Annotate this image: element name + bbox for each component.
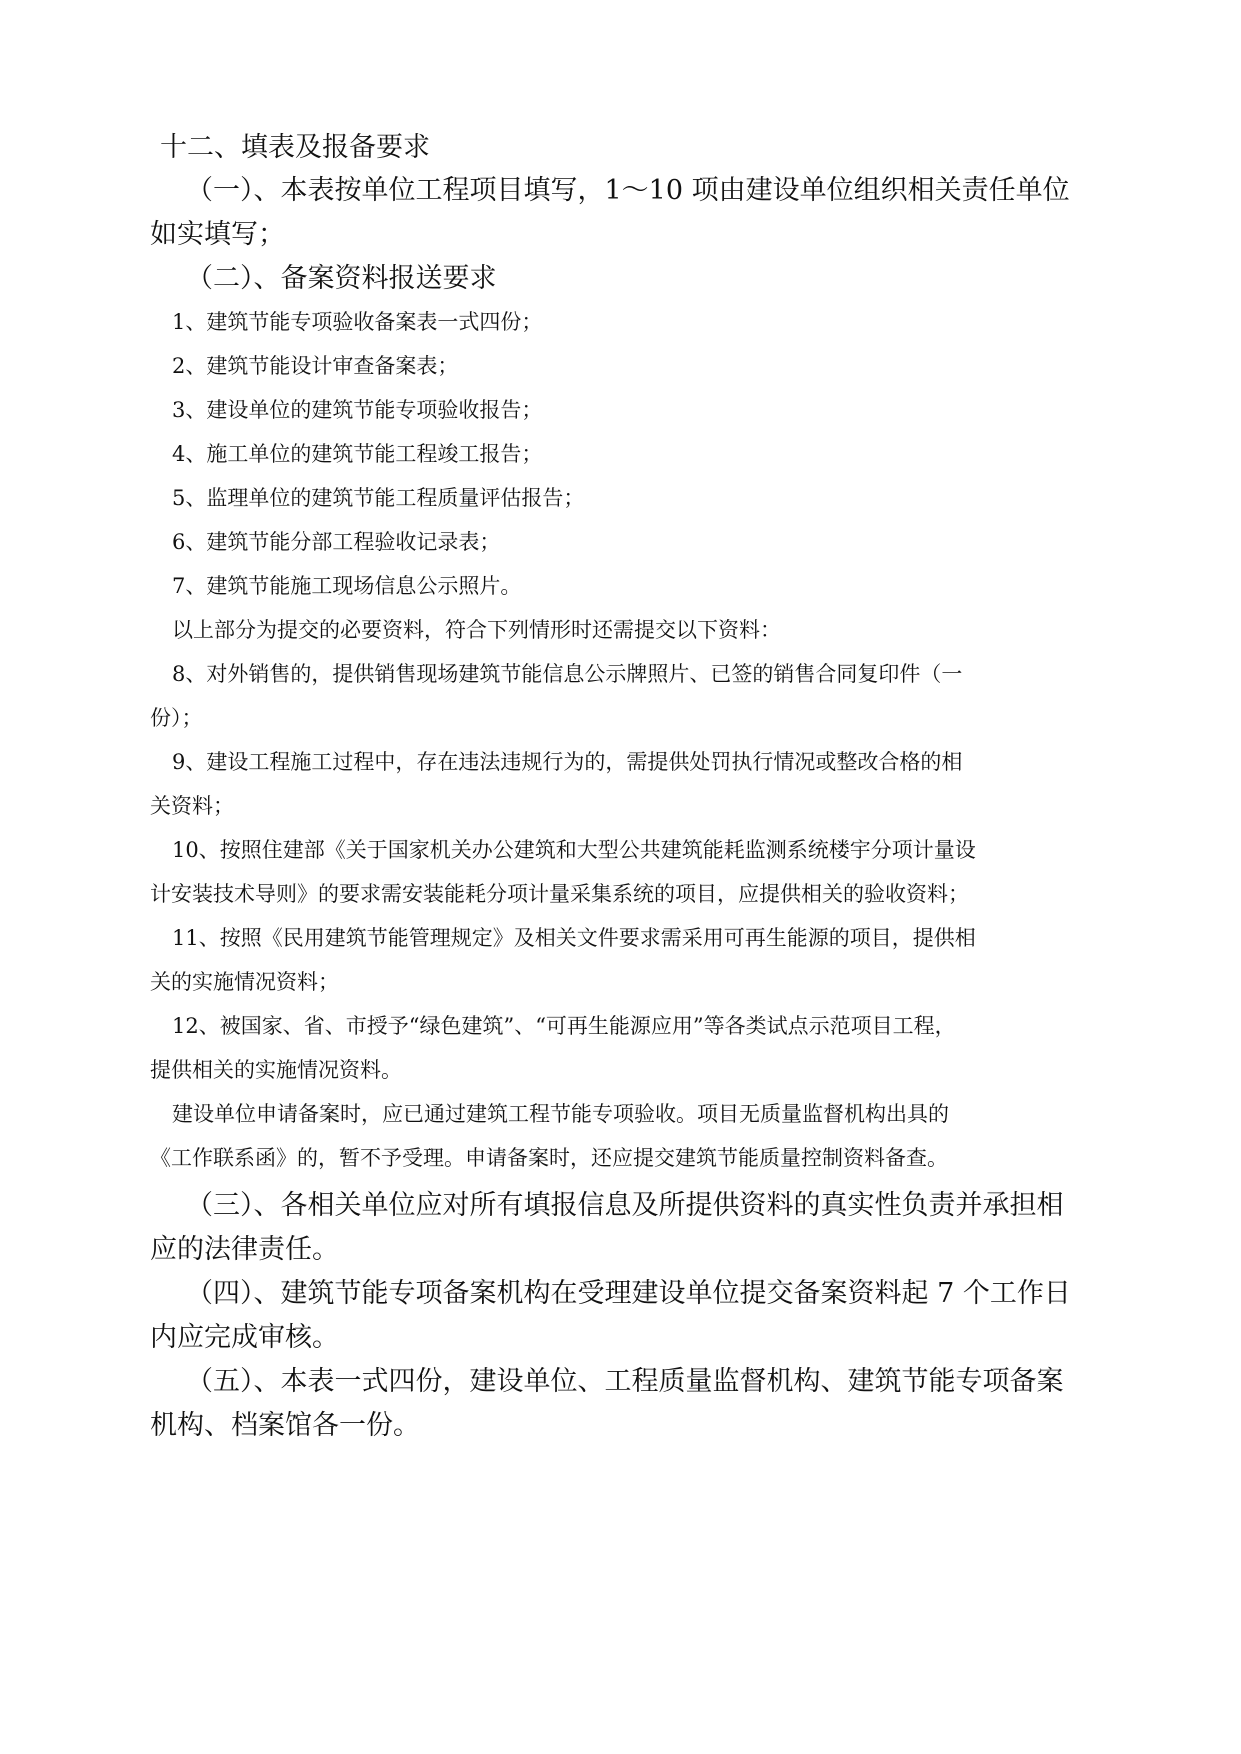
paragraph-2-heading: （二）、备案资料报送要求 (186, 263, 497, 294)
paragraph-3-line-2: 应的法律责任。 (150, 1234, 339, 1265)
paragraph-5-line-1: （五）、本表一式四份，建设单位、工程质量监督机构、建筑节能专项备案 (186, 1366, 1064, 1397)
conditional-item-10-line-2: 计安装技术导则》的要求需安装能耗分项计量采集系统的项目，应提供相关的验收资料； (150, 882, 969, 906)
conditional-item-12-line-2: 提供相关的实施情况资料。 (150, 1058, 402, 1082)
conditional-intro: 以上部分为提交的必要资料，符合下列情形时还需提交以下资料： (172, 618, 781, 642)
paragraph-1-line-2: 如实填写； (150, 219, 285, 250)
required-item-7: 7、建筑节能施工现场信息公示照片。 (172, 574, 522, 598)
paragraph-4-line-2: 内应完成审核。 (150, 1322, 339, 1353)
paragraph-4-line-1: （四）、建筑节能专项备案机构在受理建设单位提交备案资料起 7 个工作日 (186, 1278, 1071, 1309)
required-item-3: 3、建设单位的建筑节能专项验收报告； (172, 398, 543, 422)
conditional-item-11-line-2: 关的实施情况资料； (150, 970, 339, 994)
required-item-4: 4、施工单位的建筑节能工程竣工报告； (172, 442, 543, 466)
conditional-item-8-line-2: 份）； (150, 706, 203, 730)
paragraph-3-line-1: （三）、各相关单位应对所有填报信息及所提供资料的真实性负责并承担相 (186, 1190, 1064, 1221)
conditional-item-9-line-1: 9、建设工程施工过程中，存在违法违规行为的，需提供处罚执行情况或整改合格的相 (172, 750, 963, 774)
note-line-2: 《工作联系函》的，暂不予受理。申请备案时，还应提交建筑节能质量控制资料备查。 (150, 1146, 948, 1170)
conditional-item-8-line-1: 8、对外销售的，提供销售现场建筑节能信息公示牌照片、已签的销售合同复印件（一 (172, 662, 963, 686)
section-heading: 十二、填表及报备要求 (160, 132, 430, 163)
required-item-2: 2、建筑节能设计审查备案表； (172, 354, 459, 378)
paragraph-5-line-2: 机构、档案馆各一份。 (150, 1410, 420, 1441)
required-item-1: 1、建筑节能专项验收备案表一式四份； (172, 310, 543, 334)
required-item-6: 6、建筑节能分部工程验收记录表； (172, 530, 501, 554)
required-item-5: 5、监理单位的建筑节能工程质量评估报告； (172, 486, 585, 510)
paragraph-1-line-1: （一）、本表按单位工程项目填写，1～10 项由建设单位组织相关责任单位 (186, 175, 1070, 206)
note-line-1: 建设单位申请备案时，应已通过建筑工程节能专项验收。项目无质量监督机构出具的 (172, 1102, 949, 1126)
conditional-item-12-line-1: 12、被国家、省、市授予“绿色建筑”、“可再生能源应用”等各类试点示范项目工程， (172, 1014, 956, 1038)
conditional-item-11-line-1: 11、按照《民用建筑节能管理规定》及相关文件要求需采用可再生能源的项目，提供相 (172, 926, 976, 950)
conditional-item-9-line-2: 关资料； (150, 794, 234, 818)
conditional-item-10-line-1: 10、按照住建部《关于国家机关办公建筑和大型公共建筑能耗监测系统楼宇分项计量设 (172, 838, 976, 862)
